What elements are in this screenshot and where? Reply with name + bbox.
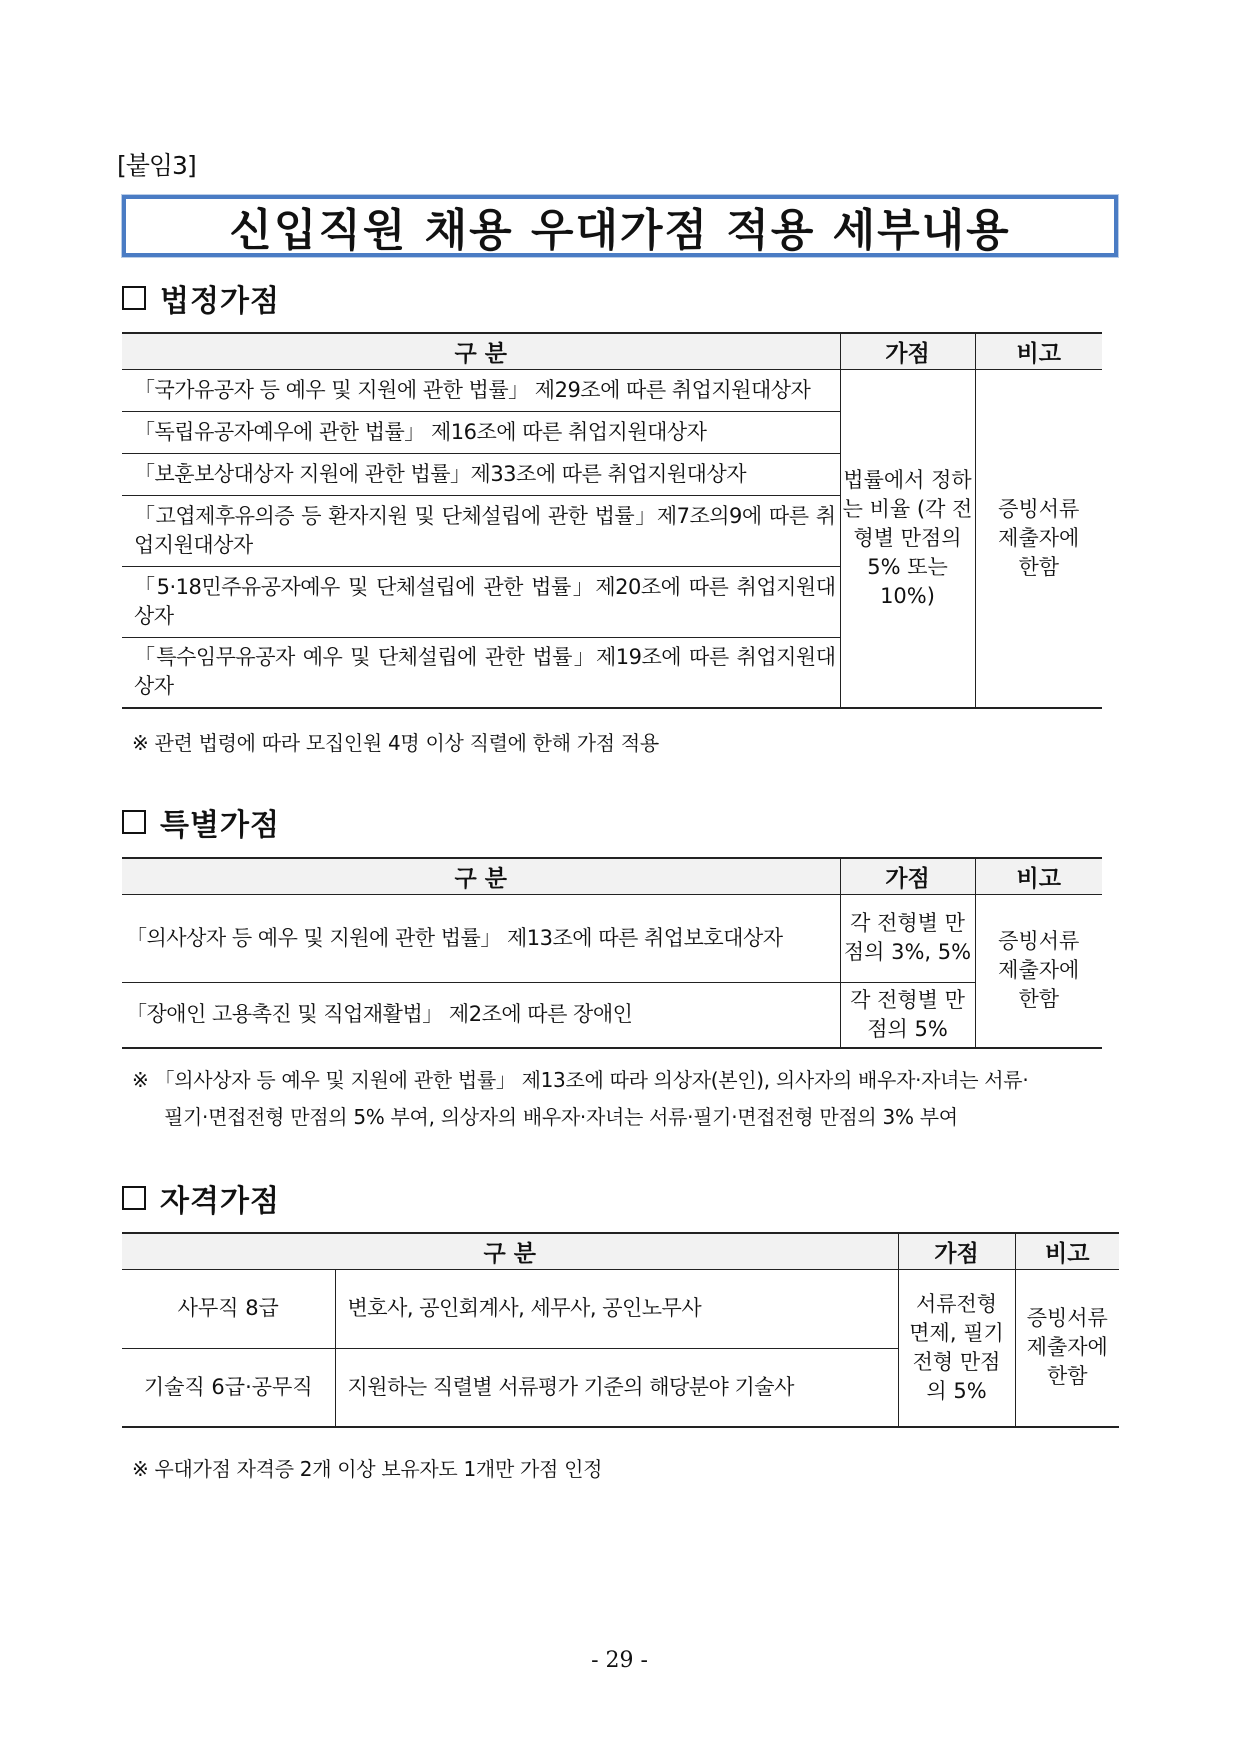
special-note-line-2: 필기·면접전형 만점의 5% 부여, 의상자의 배우자·자녀는 서류·필기·면접전형 만점의 3% 부여 bbox=[164, 1105, 958, 1129]
page-number: - 29 - bbox=[591, 1648, 648, 1673]
table-row: 「5·18민주유공자예우 및 단체설립에 관한 법률」제20조에 따른 취업지원대상자 bbox=[122, 566, 840, 637]
legal-points-table bbox=[122, 332, 1102, 709]
square-bullet-icon bbox=[122, 1186, 146, 1210]
header-category: 구 분 bbox=[122, 333, 840, 369]
table-row: 「특수임무유공자 예우 및 단체설립에 관한 법률」제19조에 따른 취업지원대상자 bbox=[122, 637, 840, 708]
document-title: 신입직원 채용 우대가점 적용 세부내용 bbox=[229, 205, 1011, 256]
table-row: 「의사상자 등 예우 및 지원에 관한 법률」 제13조에 따른 취업보호대상자 bbox=[122, 894, 840, 982]
special-remarks-value: 증빙서류 제출자에 한함 bbox=[975, 894, 1102, 1048]
qualification-note: ※ 우대가점 자격증 2개 이상 보유자도 1개만 가점 인정 bbox=[132, 1457, 603, 1481]
certificates-cell: 지원하는 직렬별 서류평가 기준의 해당분야 기술사 bbox=[335, 1348, 898, 1427]
section-heading-qualification: 자격가점 bbox=[122, 1176, 280, 1220]
header-points: 가점 bbox=[840, 333, 975, 369]
square-bullet-icon bbox=[122, 810, 146, 834]
special-points-value: 각 전형별 만점의 3%, 5% bbox=[840, 894, 975, 982]
special-points-value: 각 전형별 만점의 5% bbox=[840, 982, 975, 1048]
header-category: 구 분 bbox=[122, 1233, 898, 1269]
header-points: 가점 bbox=[898, 1233, 1015, 1269]
attachment-label: [붙임3] bbox=[117, 151, 196, 180]
qualification-remarks-value: 증빙서류 제출자에 한함 bbox=[1015, 1269, 1119, 1427]
table-row: 「장애인 고용촉진 및 직업재활법」 제2조에 따른 장애인 bbox=[122, 982, 840, 1048]
special-note bbox=[132, 1062, 1122, 1136]
header-category: 구 분 bbox=[122, 858, 840, 894]
header-remarks: 비고 bbox=[975, 333, 1102, 369]
certificates-cell: 변호사, 공인회계사, 세무사, 공인노무사 bbox=[335, 1269, 898, 1348]
table-row: 「보훈보상대상자 지원에 관한 법률」제33조에 따른 취업지원대상자 bbox=[122, 453, 840, 495]
header-remarks: 비고 bbox=[975, 858, 1102, 894]
header-remarks: 비고 bbox=[1015, 1233, 1119, 1269]
legal-points-value: 법률에서 정하는 비율 (각 전형별 만점의 5% 또는 10%) bbox=[840, 369, 975, 708]
legal-note: ※ 관련 법령에 따라 모집인원 4명 이상 직렬에 한해 가점 적용 bbox=[132, 731, 659, 755]
special-points-table bbox=[122, 857, 1102, 1049]
section-heading-legal: 법정가점 bbox=[122, 276, 280, 320]
square-bullet-icon bbox=[122, 286, 146, 310]
special-note-line-1: ※ 「의사상자 등 예우 및 지원에 관한 법률」 제13조에 따라 의상자(본인), 의사자의 배우자·자녀는 서류· bbox=[132, 1068, 1029, 1092]
position-cell: 사무직 8급 bbox=[122, 1269, 335, 1348]
legal-remarks-value: 증빙서류 제출자에 한함 bbox=[975, 369, 1102, 708]
section-heading-special: 특별가점 bbox=[122, 800, 280, 844]
position-cell: 기술직 6급·공무직 bbox=[122, 1348, 335, 1427]
header-points: 가점 bbox=[840, 858, 975, 894]
table-row: 「독립유공자예우에 관한 법률」 제16조에 따른 취업지원대상자 bbox=[122, 411, 840, 453]
table-row: 「고엽제후유의증 등 환자지원 및 단체설립에 관한 법률」제7조의9에 따른 취업지원대상자 bbox=[122, 495, 840, 566]
qualification-points-table bbox=[122, 1232, 1119, 1428]
table-row: 「국가유공자 등 예우 및 지원에 관한 법률」 제29조에 따른 취업지원대상자 bbox=[122, 369, 840, 411]
qualification-points-value: 서류전형 면제, 필기전형 만점의 5% bbox=[898, 1269, 1015, 1427]
document-title-box bbox=[122, 195, 1118, 257]
